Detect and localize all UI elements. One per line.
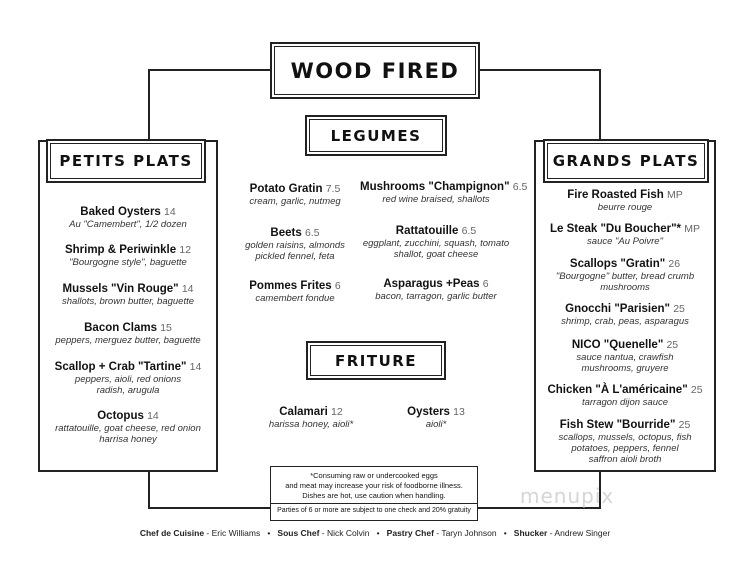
main-title-box (270, 42, 480, 99)
legumes-title: LEGUMES (330, 126, 422, 145)
item-price: 6.5 (461, 225, 477, 237)
item-name: Potato Gratin (249, 183, 323, 195)
menu-item-chicken (536, 383, 714, 408)
item-name: Scallop + Crab "Tartine" (54, 361, 187, 373)
menu-item-potato-gratin (232, 182, 358, 207)
menu-item-asparagus-peas (360, 277, 512, 302)
menu-item-rattatouille (360, 224, 512, 260)
item-name: Asparagus +Peas (383, 278, 480, 290)
menu-item-mushrooms (360, 180, 528, 205)
item-price: 15 (160, 322, 172, 334)
item-price: MP (666, 189, 683, 201)
item-name: Octopus (97, 410, 144, 422)
frame-line-top-left (148, 69, 270, 71)
item-price: 12 (331, 406, 343, 418)
menu-item-calamari (246, 405, 376, 430)
item-desc: "Bourgogne" butter, bread crumb (555, 271, 695, 282)
menu-item-scallops-gratin (536, 257, 714, 293)
item-price: 25 (673, 303, 685, 315)
item-desc: rattatouille, goat cheese, red onion (55, 423, 201, 434)
item-price: 7.5 (325, 183, 341, 195)
item-desc: tarragon dijon sauce (581, 397, 669, 408)
chef-label: Chef de Cuisine (139, 528, 205, 538)
menu-item-nico-quenelle (536, 338, 714, 374)
chef-name: Eric Williams (211, 528, 261, 538)
item-name: Scallops "Gratin" (569, 258, 666, 270)
item-desc: golden raisins, almonds (245, 240, 345, 251)
notice-line: *Consuming raw or undercooked eggs (310, 471, 438, 480)
item-desc: sauce "Au Poivre" (587, 236, 663, 247)
item-name: Beets (270, 227, 302, 239)
item-desc: sauce nantua, crawfish (576, 352, 674, 363)
menu-item-octopus (40, 409, 216, 445)
health-notice-box (270, 466, 478, 521)
frame-line-top-right (478, 69, 601, 71)
item-price: 14 (181, 283, 194, 295)
item-desc: aioli* (425, 419, 447, 430)
item-desc: saffron aioli broth (588, 454, 662, 465)
item-price: 25 (666, 339, 679, 351)
item-desc: radish, arugula (96, 385, 160, 396)
item-name: Mussels "Vin Rouge" (62, 283, 179, 295)
item-desc: shallot, goat cheese (393, 249, 479, 260)
item-name: Shrimp & Periwinkle (64, 244, 177, 256)
friture-title: FRITURE (334, 351, 418, 370)
shucker-name: Andrew Singer (554, 528, 611, 538)
menu-item-shrimp-periwinkle (40, 243, 216, 268)
item-price: MP (684, 223, 700, 235)
item-desc: scallops, mussels, octopus, fish (558, 432, 692, 443)
item-price: 6 (482, 278, 489, 290)
item-name: Le Steak "Du Boucher"* (549, 223, 682, 235)
shucker-label: Shucker (513, 528, 548, 538)
petits-plats-title-box (46, 139, 206, 183)
notice-line: and meat may increase your risk of foodborne illness. (285, 481, 463, 490)
item-name: Chicken "À L'américaine" (547, 384, 688, 396)
item-price: 6.5 (512, 181, 528, 193)
item-desc: harissa honey, aioli* (268, 419, 354, 430)
main-title: WOOD FIRED (290, 58, 460, 83)
item-desc: harrisa honey (99, 434, 157, 445)
menu-item-fish-stew (536, 418, 714, 465)
staff-credits: Chef de Cuisine - Eric Williams • Sous Chef - Nick Colvin • Pastry Chef - Taryn Johnson • Shucker - Andrew Singer (139, 528, 611, 538)
item-name: Bacon Clams (84, 322, 157, 334)
item-desc: shallots, brown butter, baguette (61, 296, 195, 307)
item-price: 25 (690, 384, 703, 396)
legumes-title-box (305, 115, 447, 156)
item-desc: cream, garlic, nutmeg (249, 196, 341, 207)
item-name: Pommes Frites (249, 280, 332, 292)
item-price: 6.5 (304, 227, 320, 239)
item-desc: shrimp, crab, peas, asparagus (561, 316, 689, 327)
item-desc: peppers, aioli, red onions (74, 374, 182, 385)
item-price: 14 (147, 410, 159, 422)
item-name: Rattatouille (395, 225, 459, 237)
item-desc: mushrooms (600, 282, 650, 293)
item-desc: "Bourgogne style", baguette (69, 257, 187, 268)
item-desc: potatoes, peppers, fennel (571, 443, 679, 454)
menu-item-pommes-frites (232, 279, 358, 304)
menu-item-bacon-clams (40, 321, 216, 346)
item-price: 12 (179, 244, 192, 256)
item-price: 6 (334, 280, 341, 292)
item-price: 26 (668, 258, 681, 270)
grands-plats-title-box (543, 139, 709, 183)
item-price: 14 (189, 361, 202, 373)
item-desc: pickled fennel, feta (255, 251, 335, 262)
friture-title-box (306, 341, 446, 380)
menu-item-oysters (378, 405, 494, 430)
item-desc: peppers, merguez butter, baguette (55, 335, 201, 346)
menu-item-gnocchi (536, 302, 714, 327)
item-desc: eggplant, zucchini, squash, tomato (362, 238, 510, 249)
item-desc: mushrooms, gruyere (581, 363, 669, 374)
item-name: Fish Stew "Bourride" (559, 419, 676, 431)
menu-item-mussels (40, 282, 216, 307)
item-name: Fire Roasted Fish (567, 189, 664, 201)
sous-name: Nick Colvin (327, 528, 370, 538)
item-price: 13 (453, 406, 465, 418)
item-name: Calamari (279, 406, 328, 418)
item-name: Mushrooms "Champignon" (360, 181, 510, 193)
frame-line-right-vertical (599, 69, 601, 140)
menu-item-beets (232, 226, 358, 262)
pastry-label: Pastry Chef (386, 528, 434, 538)
frame-line-bottom-left-vertical (148, 468, 150, 508)
grands-plats-title: GRANDS PLATS (552, 152, 700, 170)
notice-line: Dishes are hot, use caution when handling. (302, 491, 446, 500)
item-name: Gnocchi "Parisien" (565, 303, 670, 315)
menu-item-fire-roasted-fish (536, 188, 714, 213)
menu-item-baked-oysters (40, 205, 216, 230)
item-desc: bacon, tarragon, garlic butter (375, 291, 497, 302)
petits-plats-title: PETITS PLATS (59, 152, 193, 170)
menu-item-scallop-crab-tartine (40, 360, 216, 396)
item-name: NICO "Quenelle" (571, 339, 664, 351)
item-price: 25 (678, 419, 691, 431)
notice-gratuity: Parties of 6 or more are subject to one check and 20% gratuity (277, 507, 471, 514)
item-desc: camembert fondue (255, 293, 335, 304)
frame-line-left-vertical (148, 69, 150, 140)
item-desc: beurre rouge (597, 202, 653, 213)
menu-item-le-steak (536, 222, 714, 247)
pastry-name: Taryn Johnson (441, 528, 497, 538)
item-name: Oysters (407, 406, 450, 418)
item-name: Baked Oysters (80, 206, 161, 218)
sous-label: Sous Chef (277, 528, 320, 538)
item-desc: red wine braised, shallots (382, 194, 490, 205)
item-price: 14 (164, 206, 176, 218)
watermark: menupix (520, 484, 615, 508)
item-desc: Au "Camembert", 1/2 dozen (69, 219, 187, 230)
